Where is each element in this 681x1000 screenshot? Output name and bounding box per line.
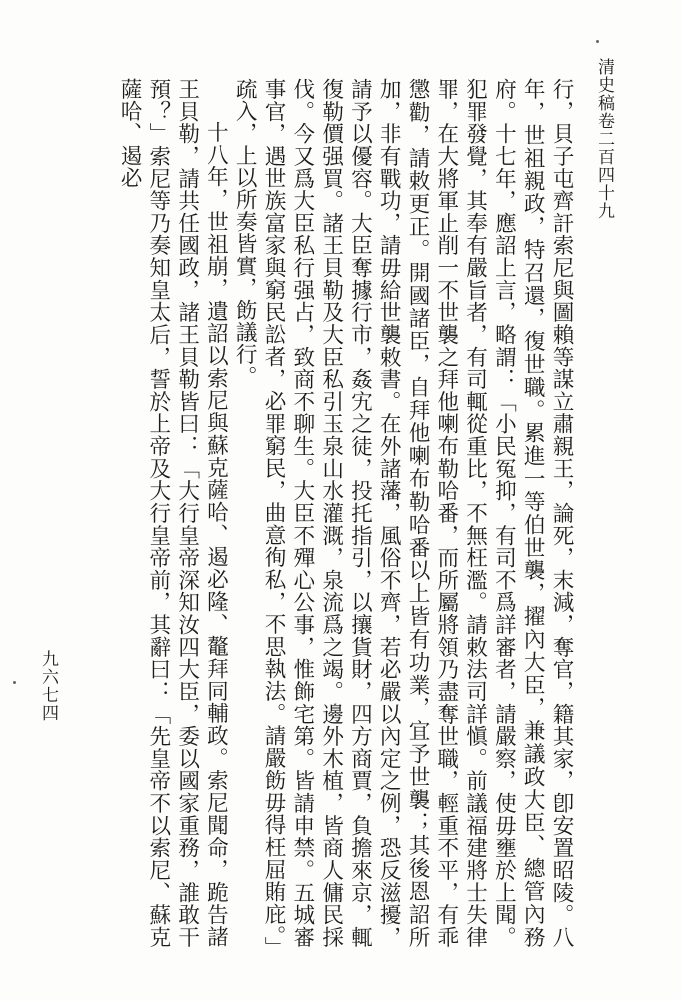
scan-speck [13,681,16,684]
paragraph: 十八年，世祖崩，遺詔以索尼與蘇克薩哈、遏必隆、鼇拜同輔政。索尼聞命，跪告諸王貝勒，請共任國政，諸王貝勒皆曰：「大行皇帝深知汝四大臣，委以國家重務，誰敢干預？」索尼等乃奏知皇太后，誓於上帝及大行皇帝前，其辭曰：「先皇帝不以索尼、蘇克薩哈、遏必 [117,78,229,948]
paragraph: 行，貝子屯齊訐索尼與圖賴等謀立肅親王，論死，末減，奪官，籍其家，卽安置昭陵。八年，世祖親政，特召還，復世職。累進一等伯世襲，擢內大臣，兼議政大臣、總管內務府。十七年，應詔上言，略謂：「小民冤抑，有司不爲詳審者，請嚴察，使毋壅於上聞。犯罪發覺，其奉有嚴旨者，有司輒從重比，不無枉濫。請敕法司詳愼。前議福建將士失律罪，在大將軍止削一不世襲之拜他喇布勒哈番，而所屬將領乃盡奪世職，輕重不平，有乖懲勸，請敕更正。開國諸臣，自拜他喇布勒哈番以上皆有功業，宜予世襲；其後恩詔所加，非有戰功，請毋給世襲敕書。在外諸藩，風俗不齊，若必嚴以內定之例，恐反滋擾，請予以優容。大臣奪據行市，姦宄之徒，投托指引，以攘貨財，四方商賈，負擔來京，輒復勒價强買。諸王貝勒及大臣私引玉泉山水灌溉，泉流爲之竭。邊外木植，皆商人傭民採伐。今又爲大臣私行强占，致商不聊生。大臣不殫心公事，惟飾宅第。皆請申禁。五城審事官，遇世族富家與窮民訟者，必罪窮民，曲意徇私，不思執法。請嚴飭毋得枉屈賄庇。」疏入，上以所奏皆實，飭議行。 [232,78,574,948]
main-text [70,78,575,948]
running-title: 清史稿卷二百四十九 [594,58,614,220]
scan-speck [596,40,599,43]
page-number: 九六七四 [38,650,58,722]
